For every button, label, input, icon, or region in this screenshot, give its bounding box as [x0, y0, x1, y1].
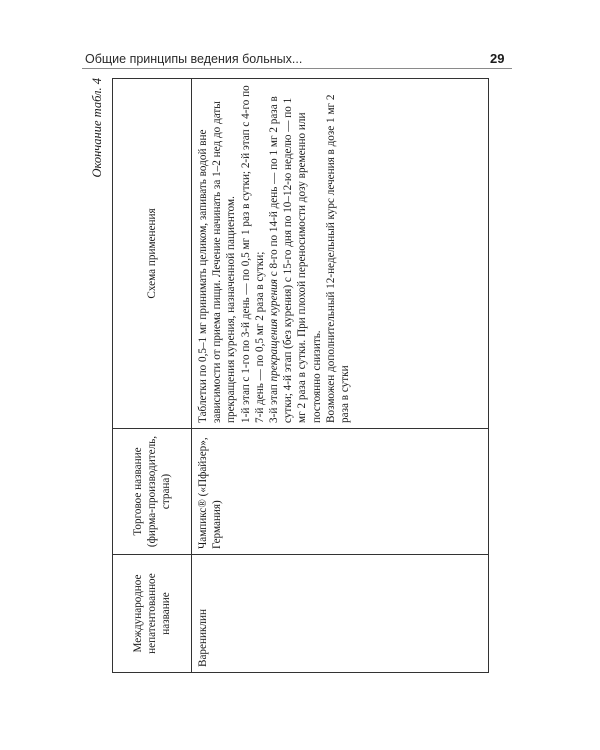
scheme-paragraph-4: Возможен дополнительный 12-недельный курс лечения в дозе 1 мг 2 раза в сутки: [324, 94, 352, 423]
header-rule: [82, 68, 512, 69]
cell-scheme: [192, 79, 489, 429]
page-number: 29: [490, 51, 505, 66]
scheme-paragraph-1: Таблетки по 0,5–1 мг принимать целиком, запивать водой вне зависимости от приема пищи. Лечение начинать за 1–2 нед до даты прекращения курения, назначенной пациентом.: [197, 101, 238, 423]
scheme-stage3-italic: прекращения курения: [268, 279, 281, 382]
header-inn: Международное непатентованное название: [113, 555, 192, 673]
table-row: [192, 79, 489, 673]
cell-trade-name: Чампикс® («Пфайзер», Германия): [192, 428, 489, 554]
header-scheme: Схема применения: [113, 79, 192, 429]
cell-inn: Варениклин: [192, 555, 489, 673]
running-head: Общие принципы ведения больных...: [85, 52, 303, 66]
scheme-paragraph-3: [267, 84, 324, 423]
scheme-paragraph-2: 1-й этап с 1-го по 3-й день — по 0,5 мг 1 раз в сутки; 2-й этап с 4-го по 7-й день — по 0,5 мг 2 раза в сутки;: [239, 85, 266, 423]
drug-table: [112, 78, 489, 673]
rotated-table-block: [90, 78, 510, 673]
table-header-row: [113, 79, 192, 673]
scheme-stage3-start: 3-й этап: [268, 381, 281, 423]
scheme-stage3-rest: с 8-го по 14-й день — по 1 мг 2 раза в сутки; 4-й этап (без курения) с 15-го дня по 10–12-ю неделю — по 1 мг 2 раза в сутки. При плохой переносимости дозу временно или постоянно снизить.: [268, 96, 323, 423]
table-caption: Окончание табл. 4: [90, 78, 104, 178]
header-trade-name: Торговое название (фирма-производитель, страна): [113, 428, 192, 554]
